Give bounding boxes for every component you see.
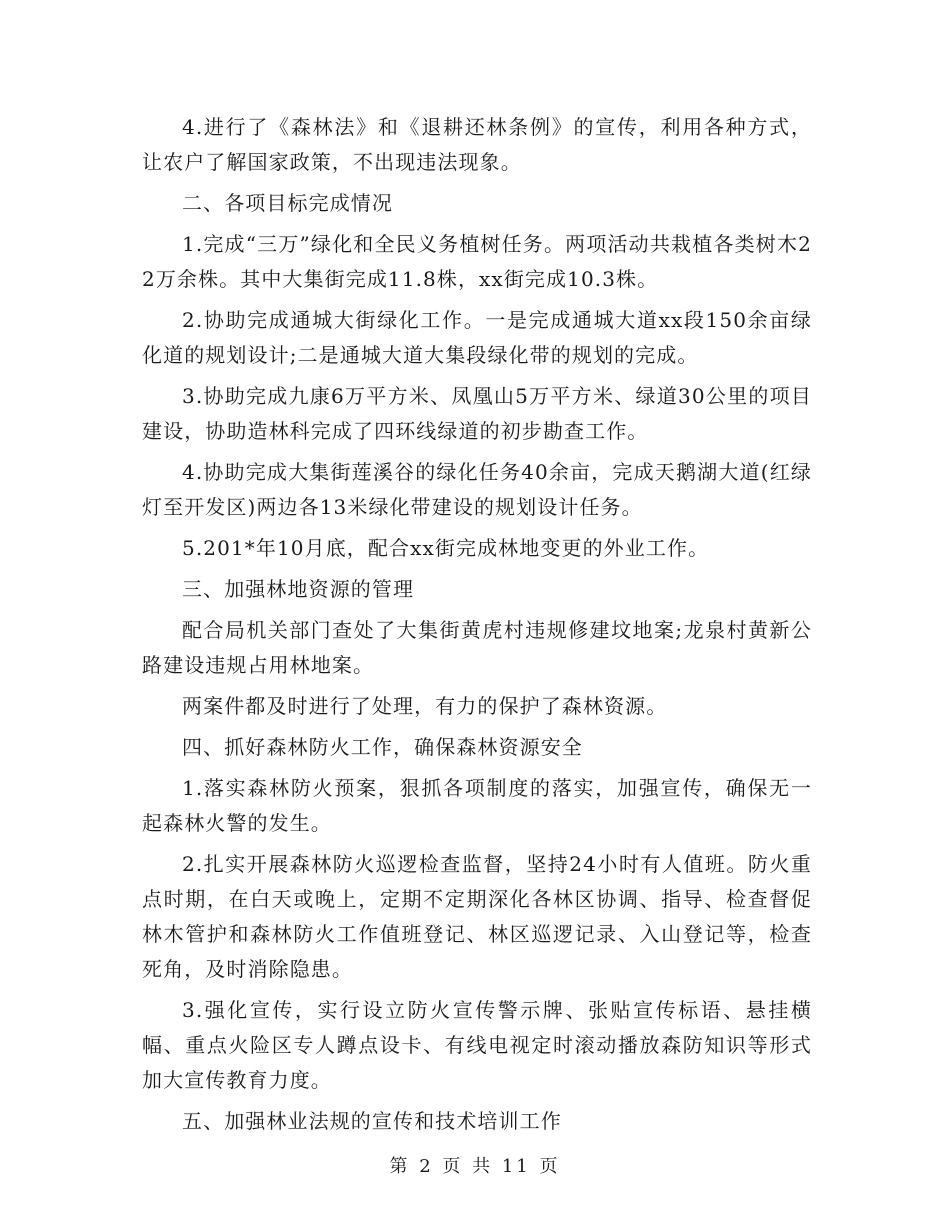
paragraph-2-2: 2.协助完成通城大街绿化工作。一是完成通城大道xx段150余亩绿化道的规划设计;二是通城大道大集段绿化带的规划的完成。 [142,308,812,367]
section-heading-2: 二、各项目标完成情况 [182,191,393,215]
paragraph-4-2: 2.扎实开展森林防火巡逻检查监督，坚持24小时有人值班。防火重点时期，在白天或晚上，定期不定期深化各林区协调、指导、检查督促林木管护和森林防火工作值班登记、林区巡逻记录、入山登记等，检查死角，及时消除隐患。 [142,852,812,981]
paragraph-4-3: 3.强化宣传，实行设立防火宣传警示牌、张贴宣传标语、悬挂横幅、重点火险区专人蹲点设卡、有线电视定时滚动播放森防知识等形式加大宣传教育力度。 [142,998,812,1092]
paragraph-2-5: 5.201*年10月底，配合xx街完成林地变更的外业工作。 [182,536,710,560]
paragraph-3-2: 两案件都及时进行了处理，有力的保护了森林资源。 [182,694,668,718]
paragraph-2-3: 3.协助完成九康6万平方米、凤凰山5万平方米、绿道30公里的项目建设，协助造林科完成了四环线绿道的初步勘查工作。 [142,384,812,443]
paragraph-2-1: 1.完成“三万”绿化和全民义务植树任务。两项活动共栽植各类树木22万余株。其中大集街完成11.8株，xx街完成10.3株。 [142,232,812,291]
paragraph-4-1: 1.落实森林防火预案，狠抓各项制度的落实，加强宣传，确保无一起森林火警的发生。 [142,776,812,835]
paragraph-3-1: 配合局机关部门查处了大集街黄虎村违规修建坟地案;龙泉村黄新公路建设违规占用林地案。 [142,618,812,677]
paragraph-1: 4.进行了《森林法》和《退耕还林条例》的宣传，利用各种方式，让农户了解国家政策，不出现违法现象。 [142,115,812,174]
page-footer: 第 2 页 共 11 页 [389,1156,561,1177]
document-body [142,110,812,1139]
section-heading-5: 五、加强林业法规的宣传和技术培训工作 [182,1109,562,1133]
section-heading-3: 三、加强林地资源的管理 [182,577,415,601]
paragraph-2-4: 4.协助完成大集街莲溪谷的绿化任务40余亩，完成天鹅湖大道(红绿灯至开发区)两边各13米绿化带建设的规划设计任务。 [142,460,812,519]
section-heading-4: 四、抓好森林防火工作，确保森林资源安全 [182,735,583,759]
